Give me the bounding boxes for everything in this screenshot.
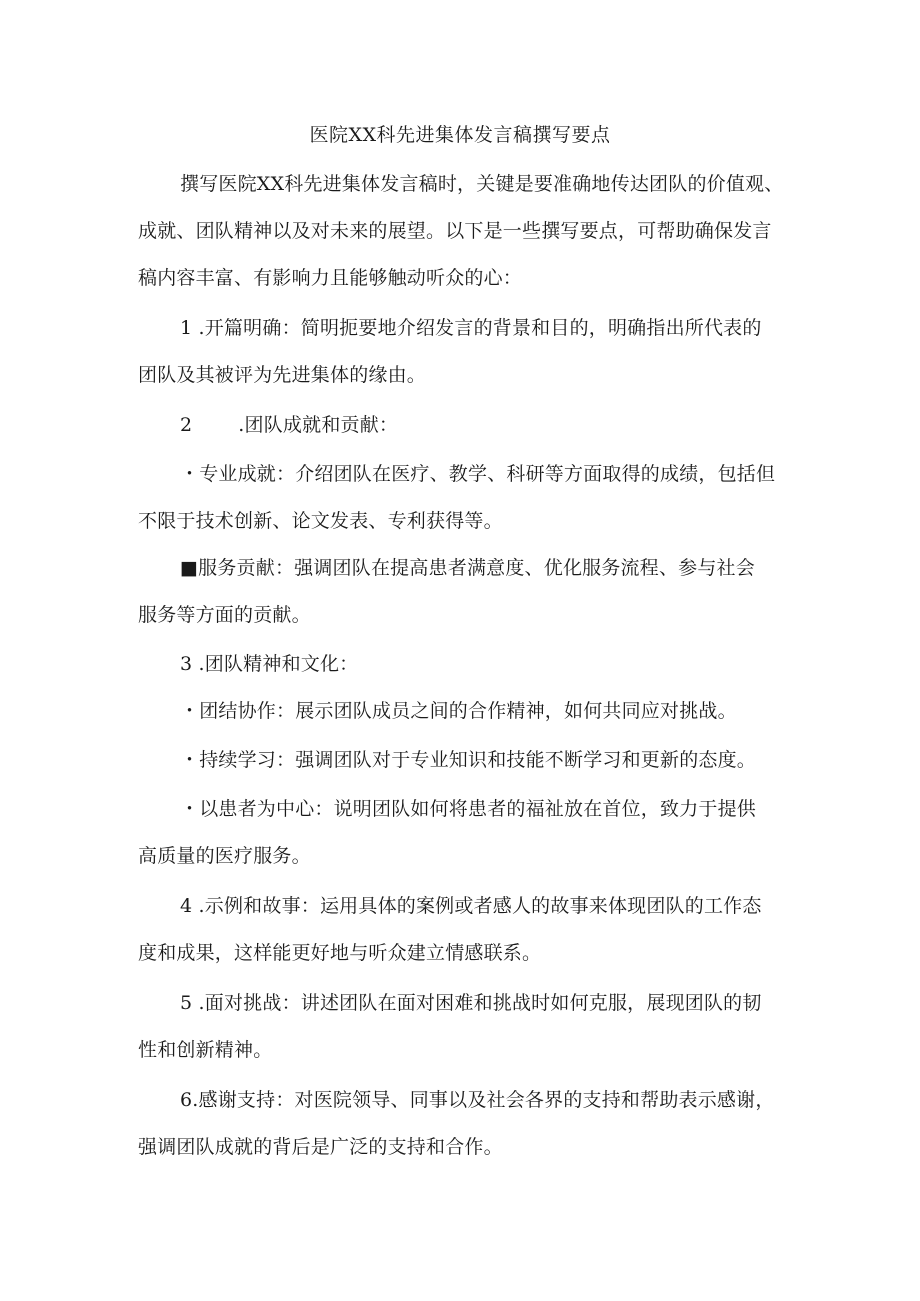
item-1-line-1: 1 .开篇明确：简明扼要地介绍发言的背景和目的，明确指出所代表的	[180, 317, 762, 339]
item-5-line-1: 5 .面对挑战：讲述团队在面对困难和挑战时如何克服，展现团队的韧	[180, 992, 762, 1014]
bullet-learning: ・持续学习：强调团队对于专业知识和技能不断学习和更新的态度。	[180, 749, 757, 771]
item-3-heading: 3 .团队精神和文化：	[180, 653, 359, 675]
bullet-professional-line-1: ・专业成就：介绍团队在医疗、教学、科研等方面取得的成绩，包括但	[180, 463, 776, 485]
item-2-heading	[180, 411, 798, 439]
item-2-number: 2	[180, 414, 193, 436]
bullet-patient-line-2: 高质量的医疗服务。	[138, 845, 311, 867]
bullet-professional-line-2: 不限于技术创新、论文发表、专利获得等。	[138, 510, 503, 532]
intro-line-1: 撰写医院XX科先进集体发言稿时，关键是要准确地传达团队的价值观、	[180, 173, 784, 195]
item-1-line-2: 团队及其被评为先进集体的缘由。	[138, 364, 427, 386]
bullet-unity: ・团结协作：展示团队成员之间的合作精神，如何共同应对挑战。	[180, 700, 737, 722]
item-4-line-2: 度和成果，这样能更好地与听众建立情感联系。	[138, 942, 542, 964]
item-2-text: .团队成就和贡献：	[238, 414, 399, 436]
item-5-line-2: 性和创新精神。	[138, 1039, 273, 1061]
bullet-service-line-1: ■服务贡献：强调团队在提高患者满意度、优化服务流程、参与社会	[180, 557, 755, 579]
bullet-patient-line-1: ・以患者为中心：说明团队如何将患者的福祉放在首位，致力于提供	[180, 798, 757, 820]
item-4-line-1: 4 .示例和故事：运用具体的案例或者感人的故事来体现团队的工作态	[180, 895, 762, 917]
item-6-line-2: 强调团队成就的背后是广泛的支持和合作。	[138, 1136, 503, 1158]
bullet-service-line-2: 服务等方面的贡献。	[138, 604, 311, 626]
document-title: 医院XX科先进集体发言稿撰写要点	[309, 124, 611, 146]
intro-line-3: 稿内容丰富、有影响力且能够触动听众的心：	[138, 267, 523, 289]
item-6-line-1: 6.感谢支持：对医院领导、同事以及社会各界的支持和帮助表示感谢，	[180, 1089, 775, 1111]
intro-line-2: 成就、团队精神以及对未来的展望。以下是一些撰写要点，可帮助确保发言	[138, 220, 772, 242]
